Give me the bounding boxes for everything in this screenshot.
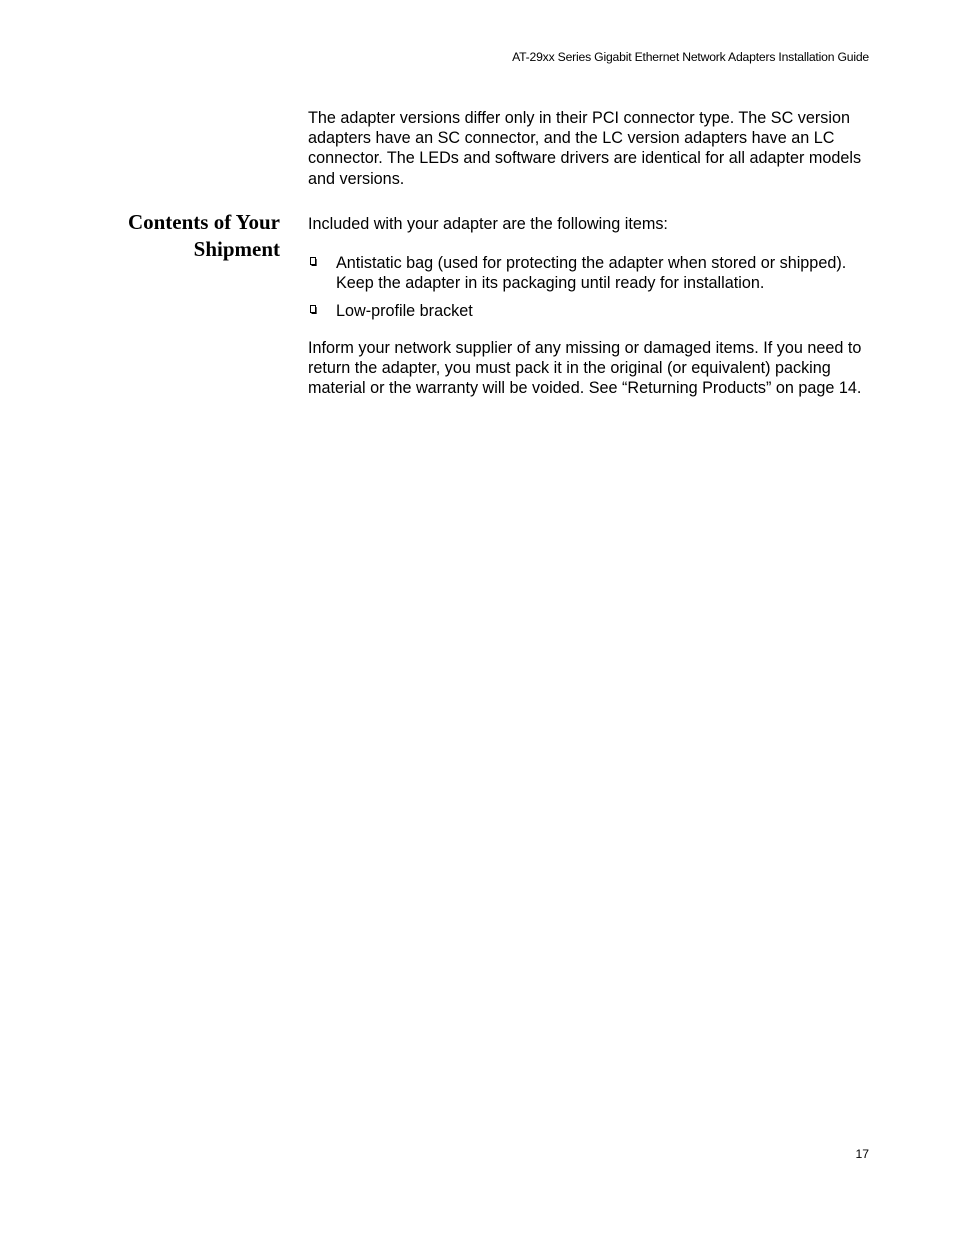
closing-paragraph: Inform your network supplier of any missing or damaged items. If you need to return the adapter, you must pack it in the original (or equivalent) packing material or the warranty will be voided. See “Returning Products” on page 14. xyxy=(308,339,862,398)
section-lead: Included with your adapter are the following items: xyxy=(308,215,668,233)
list-item xyxy=(308,301,878,321)
section-heading-line-2: Shipment xyxy=(193,237,280,261)
list-item-text: Antistatic bag (used for protecting the adapter when stored or shipped). Keep the adapter in its packaging until ready for installation. xyxy=(336,254,847,293)
shipment-items-list xyxy=(308,253,878,330)
list-item-text: Low-profile bracket xyxy=(336,302,473,321)
checkbox-bullet-icon xyxy=(310,257,317,266)
checkbox-bullet-icon xyxy=(310,305,317,314)
section-heading xyxy=(80,209,280,263)
list-item xyxy=(308,253,878,293)
intro-paragraph: The adapter versions differ only in their PCI connector type. The SC version adapters have an SC connector, and the LC version adapters have an LC connector. The LEDs and software drivers are identical for all adapter models and versions. xyxy=(308,109,862,188)
page-number: 17 xyxy=(855,1147,869,1161)
running-header: AT-29xx Series Gigabit Ethernet Network Adapters Installation Guide xyxy=(512,50,869,64)
section-heading-line-1: Contents of Your xyxy=(127,210,280,234)
